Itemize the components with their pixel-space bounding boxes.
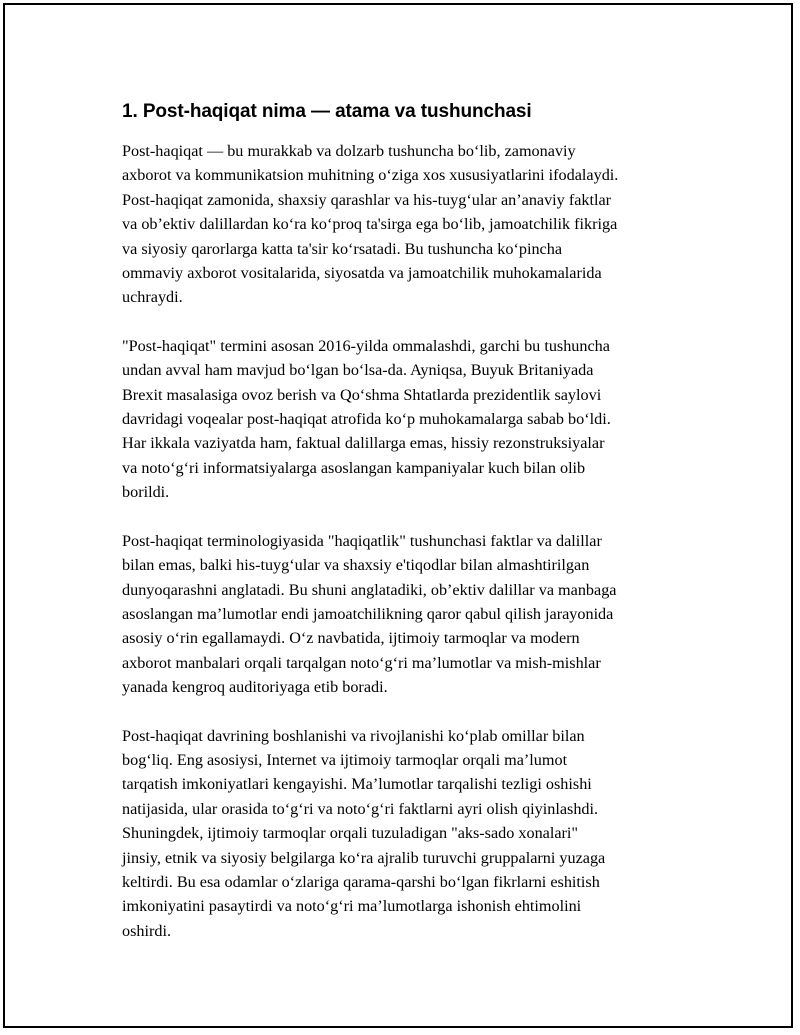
paragraph-4: Post-haqiqat davrining boshlanishi va rivojlanishi ko‘plab omillar bilan bog‘liq. Eng asosiysi, Internet va ijtimoiy tarmoqlar orqali ma’lumot tarqatish imkoniyatlari kengayishi. Ma’lumotlar tarqalishi tezligi oshishi natijasida, ular orasida to‘g‘ri va noto‘g‘ri faktlarni ayri olish qiyinlashdi. Shuningdek, ijtimoiy tarmoqlar orqali tuzuladigan "aks-sado xonalari" jinsiy, etnik va siyosiy belgilarga ko‘ra ajralib turuvchi gruppalarni yuzaga keltirdi. Bu esa odamlar o‘zlariga qarama-qarshi bo‘lgan fikrlarni eshitish imkoniyatini pasaytirdi va noto‘g‘ri ma’lumotlarga ishonish ehtimolini oshirdi. [122,726,606,940]
page-frame [3,3,793,1028]
paragraph-3: Post-haqiqat terminologiyasida "haqiqatlik" tushunchasi faktlar va dalillar bilan emas, balki his-tuyg‘ular va shaxsiy e'tiqodlar bilan almashtirilgan dunyoqarashni anglatadi. Bu shuni anglatadiki, ob’ektiv dalillar va manbaga asoslangan ma’lumotlar endi jamoatchilikning qaror qabul qilish jarayonida asosiy o‘rin egallamaydi. O‘z navbatida, ijtimoiy tarmoqlar va modern axborot manbalari orqali tarqalgan noto‘g‘ri ma’lumotlar va mish-mishlar yanada kengroq auditoriyaga etib boradi. [122,531,617,697]
section-heading: 1. Post-haqiqat nima — atama va tushunchasi [122,101,532,122]
paragraph-2: "Post-haqiqat" termini asosan 2016-yilda ommalashdi, garchi bu tushuncha undan avval ham mavjud bo‘lgan bo‘lsa-da. Ayniqsa, Buyuk Britaniyada Brexit masalasiga ovoz berish va Qo‘shma Shtatlarda prezidentlik saylovi davridagi voqealar post-haqiqat atrofida ko‘p muhokamalarga sabab bo‘ldi. Har ikkala vaziyatda ham, faktual dalillarga emas, hissiy rezonstruksiyalar va noto‘g‘ri informatsiyalarga asoslangan kampaniyalar kuch bilan olib borildi. [122,336,611,502]
document-body [122,98,692,967]
paragraph-1: Post-haqiqat — bu murakkab va dolzarb tushuncha bo‘lib, zamonaviy axborot va kommunikatsion muhitning o‘ziga xos xususiyatlarini ifodalaydi. Post-haqiqat zamonida, shaxsiy qarashlar va his-tuyg‘ular an’anaviy faktlar va ob’ektiv dalillardan ko‘ra ko‘proq ta'sirga ega bo‘lib, jamoatchilik fikriga va siyosiy qarorlarga katta ta'sir ko‘rsatadi. Bu tushuncha ko‘pincha ommaviy axborot vositalarida, siyosatda va jamoatchilik muhokamalarida uchraydi. [122,142,619,307]
